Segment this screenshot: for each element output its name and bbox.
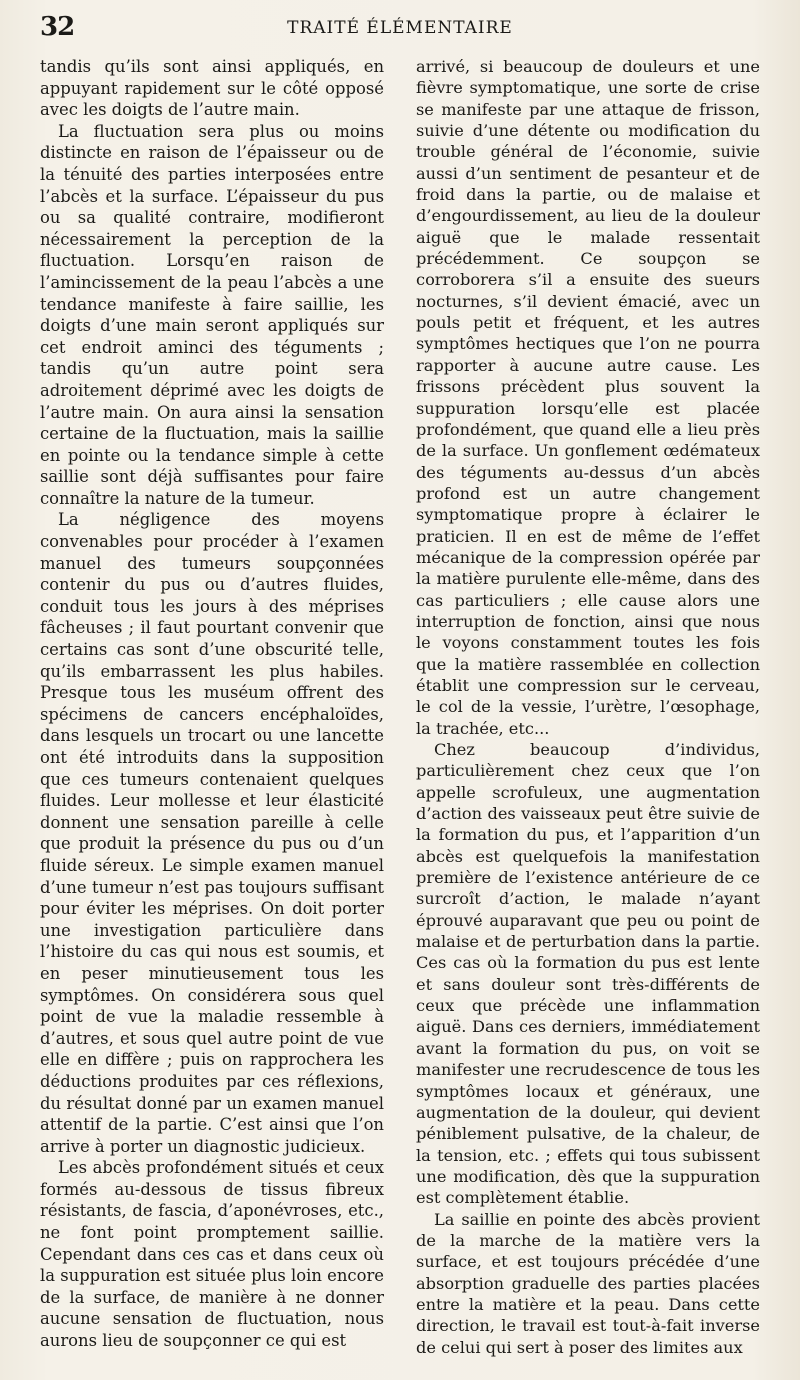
paragraph: La saillie en pointe des abcès provient de la marche de la matière vers la surface, et est toujours précédée d’une absorption graduelle des parties placées entre la matière et la peau. Dans cette direction, le travail est tout-à-fait inverse de celui qui sert à poser des limites aux (416, 1209, 760, 1357)
running-title: TRAITÉ ÉLÉMENTAIRE (287, 18, 513, 38)
page-header (40, 12, 760, 42)
paragraph: La négligence des moyens convenables pour procéder à l’examen manuel des tumeurs soupçonnées contenir du pus ou d’autres fluides, conduit tous les jours à des méprises fâcheuses ; il faut pourtant convenir que certains cas sont d’une obscurité telle, qu’ils embarrassent les plus habiles. Presque tous les muséum offrent des spécimens de cancers encéphaloïdes, dans lesquels un trocart ou une lancette ont été introduits dans la supposition que ces tumeurs contenaient quelques fluides. Leur mollesse et leur élasticité donnent une sensation pareille à celle que produit la présence du pus ou d’un fluide séreux. Le simple examen manuel d’une tumeur n’est pas toujours suffisant pour éviter les méprises. On doit porter une investigation particulière dans l’histoire du cas qui nous est soumis, et en peser minutieusement tous les symptômes. On considérera sous quel point de vue la maladie ressemble à d’autres, et sous quel autre point de vue elle en diffère ; puis on rapprochera les déductions produites par ces réflexions, du résultat donné par un examen manuel attentif de la partie. C’est ainsi que l’on arrive à porter un diagnostic judicieux. (40, 510, 384, 1156)
paragraph: Chez beaucoup d’individus, particulièrement chez ceux que l’on appelle scrofuleux, une augmentation d’action des vaisseaux peut être suivie de la formation du pus, et l’apparition d’un abcès est quelquefois la manifestation première de l’existence antérieure de ce surcroît d’action, le malade n’ayant éprouvé auparavant que peu ou point de malaise et de perturbation dans la partie. Ces cas où la formation du pus est lente et sans douleur sont très-différents de ceux que précède une inflammation aiguë. Dans ces derniers, immédiatement avant la formation du pus, on voit se manifester une recrudescence de tous les symptômes locaux et généraux, une augmentation de la douleur, qui devient péniblement pulsative, de la chaleur, de la tension, etc. ; effets qui tous subissent une modification, dès que la suppuration est complètement établie. (416, 740, 760, 1208)
paragraph: arrivé, si beaucoup de douleurs et une fièvre symptomatique, une sorte de crise se manifeste par une attaque de frisson, suivie d’une détente ou modification du trouble général de l’économie, suivie aussi d’un sentiment de pesanteur et de froid dans la partie, ou de malaise et d’engourdissement, au lieu de la douleur aiguë que le malade ressentait précédemment. Ce soupçon se corroborera s’il a ensuite des sueurs nocturnes, s’il devient émacié, avec un pouls petit et fréquent, et les autres symptômes hectiques que l’on ne pourra rapporter à aucune autre cause. Les frissons précèdent plus souvent la suppuration lorsqu’elle est placée profondément, que quand elle a lieu près de la surface. Un gonflement œdémateux des téguments au-dessus d’un abcès profond est un autre changement symptomatique propre à éclairer le praticien. Il en est de même de l’effet mécanique de la compression opérée par la matière purulente elle-même, dans des cas particuliers ; elle cause alors une interruption de fonction, ainsi que nous le voyons constamment toutes les fois que la matière rassemblée en collection établit une compression sur le cerveau, le col de la vessie, l’urètre, l’œsophage, la trachée, etc... (416, 57, 760, 738)
right-column (416, 56, 760, 1358)
text-columns (40, 56, 760, 1366)
left-column (40, 56, 384, 1352)
paragraph: tandis qu’ils sont ainsi appliqués, en appuyant rapidement sur le côté opposé avec les doigts de l’autre main. (40, 57, 384, 120)
paragraph: Les abcès profondément situés et ceux formés au-dessous de tissus fibreux résistants, de fascia, d’aponévroses, etc., ne font point promptement saillie. Cependant dans ces cas et dans ceux où la suppuration est située plus loin encore de la surface, de manière à ne donner aucune sensation de fluctuation, nous aurons lieu de soupçonner ce qui est (40, 1158, 384, 1351)
paragraph: La fluctuation sera plus ou moins distincte en raison de l’épaisseur ou de la ténuité des parties interposées entre l’abcès et la surface. L’épaisseur du pus ou sa qualité contraire, modifieront nécessairement la perception de la fluctuation. Lorsqu’en raison de l’amincissement de la peau l’abcès a une tendance manifeste à faire saillie, les doigts d’une main seront appliqués sur cet endroit aminci des téguments ; tandis qu’un autre point sera adroitement déprimé avec les doigts de l’autre main. On aura ainsi la sensation certaine de la fluctuation, mais la saillie en pointe ou la tendance simple à cette saillie sont déjà suffisantes pour faire connaître la nature de la tumeur. (40, 121, 384, 508)
page-number: 32 (40, 12, 75, 42)
